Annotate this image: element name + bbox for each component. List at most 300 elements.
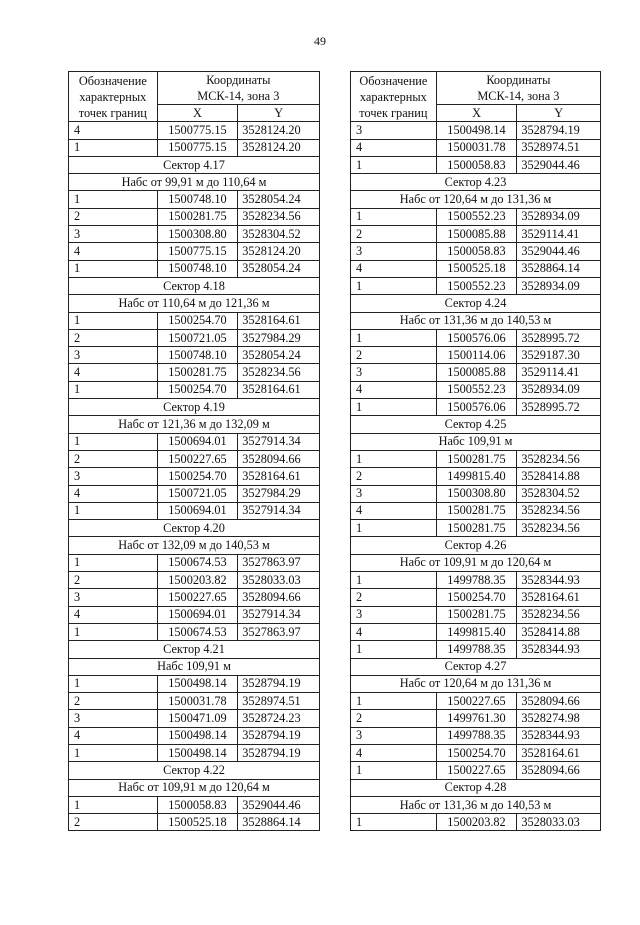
y-coordinate-cell: 3528164.61 — [238, 381, 320, 398]
point-number-cell: 1 — [351, 693, 437, 710]
table-row — [69, 226, 320, 243]
height-range: Набс 109,91 м — [351, 433, 601, 450]
table-row — [351, 364, 601, 381]
y-coordinate-cell: 3528344.93 — [517, 727, 601, 744]
table-row — [351, 606, 601, 623]
point-number-cell: 3 — [69, 226, 158, 243]
point-number-cell: 1 — [351, 329, 437, 346]
y-coordinate-cell: 3528033.03 — [517, 814, 601, 831]
sector-title: Сектор 4.21 — [69, 641, 320, 658]
x-coordinate-cell: 1500281.75 — [157, 364, 238, 381]
y-coordinate-cell: 3527914.34 — [238, 502, 320, 519]
point-number-cell: 3 — [69, 589, 158, 606]
x-coordinate-cell: 1500254.70 — [436, 589, 517, 606]
y-coordinate-cell: 3528974.51 — [517, 139, 601, 156]
y-coordinate-cell: 3529044.46 — [517, 156, 601, 173]
x-coordinate-cell: 1499788.35 — [436, 727, 517, 744]
sector-title: Сектор 4.23 — [351, 174, 601, 191]
point-number-cell: 1 — [69, 796, 158, 813]
sector-title-row — [351, 658, 601, 675]
height-range-row — [69, 295, 320, 312]
table-row — [351, 641, 601, 658]
x-coordinate-cell: 1500254.70 — [157, 468, 238, 485]
point-number-cell: 4 — [351, 139, 437, 156]
point-number-cell: 1 — [69, 139, 158, 156]
y-coordinate-cell: 3528934.09 — [517, 381, 601, 398]
y-coordinate-cell: 3527914.34 — [238, 433, 320, 450]
designation-line: характерных — [359, 89, 427, 104]
table-row — [351, 208, 601, 225]
y-coordinate-cell: 3529187.30 — [517, 347, 601, 364]
height-range: Набс от 132,09 м до 140,53 м — [69, 537, 320, 554]
height-range-row — [69, 537, 320, 554]
table-row — [351, 399, 601, 416]
x-coordinate-cell: 1500748.10 — [157, 347, 238, 364]
x-coordinate-cell: 1500114.06 — [436, 347, 517, 364]
point-number-cell: 4 — [351, 502, 437, 519]
y-coordinate-cell: 3528344.93 — [517, 572, 601, 589]
x-coordinate-cell: 1500775.15 — [157, 122, 238, 139]
point-number-cell: 1 — [351, 208, 437, 225]
table-row — [351, 572, 601, 589]
x-coordinate-cell: 1500525.18 — [157, 814, 238, 831]
x-coordinate-cell: 1500227.65 — [436, 693, 517, 710]
y-coordinate-cell: 3528094.66 — [238, 589, 320, 606]
coordinates-line: Координаты — [206, 73, 271, 87]
y-coordinate-cell: 3528234.56 — [238, 208, 320, 225]
y-coordinate-cell: 3527914.34 — [238, 606, 320, 623]
designation-line: точек границ — [78, 105, 147, 120]
designation-line: точек границ — [359, 105, 428, 120]
designation-line: Обозначение — [78, 73, 147, 88]
height-range-row — [351, 312, 601, 329]
x-coordinate-cell: 1500498.14 — [157, 675, 238, 692]
y-coordinate-cell: 3529044.46 — [238, 796, 320, 813]
table-row — [69, 814, 320, 831]
point-number-cell: 3 — [351, 485, 437, 502]
y-coordinate-cell: 3528344.93 — [517, 641, 601, 658]
point-number-cell: 1 — [69, 502, 158, 519]
height-range-row — [69, 779, 320, 796]
table-row — [351, 277, 601, 294]
sector-title: Сектор 4.28 — [351, 779, 601, 796]
table-row — [69, 589, 320, 606]
height-range-row — [69, 416, 320, 433]
x-coordinate-cell: 1500281.75 — [436, 450, 517, 467]
y-coordinate-cell: 3528094.66 — [238, 450, 320, 467]
x-coordinate-cell: 1500281.75 — [436, 606, 517, 623]
y-coordinate-cell: 3528234.56 — [517, 502, 601, 519]
table-row — [69, 693, 320, 710]
x-coordinate-cell: 1500203.82 — [436, 814, 517, 831]
y-coordinate-cell: 3528164.61 — [517, 589, 601, 606]
table-row — [69, 554, 320, 571]
point-number-cell: 4 — [69, 122, 158, 139]
sector-title: Сектор 4.24 — [351, 295, 601, 312]
height-range: Набс от 120,64 м до 131,36 м — [351, 675, 601, 692]
x-coordinate-cell: 1500576.06 — [436, 399, 517, 416]
y-header: Y — [238, 105, 320, 122]
table-row — [351, 156, 601, 173]
point-number-cell: 1 — [351, 762, 437, 779]
table-row — [69, 744, 320, 761]
point-number-cell: 1 — [69, 623, 158, 640]
x-coordinate-cell: 1500674.53 — [157, 554, 238, 571]
x-coordinate-cell: 1500775.15 — [157, 243, 238, 260]
x-coordinate-cell: 1500308.80 — [436, 485, 517, 502]
x-coordinate-cell: 1500227.65 — [436, 762, 517, 779]
coordinates-table-right — [350, 71, 601, 831]
coordinates-header — [157, 72, 319, 105]
y-coordinate-cell: 3528934.09 — [517, 208, 601, 225]
y-coordinate-cell: 3528234.56 — [238, 364, 320, 381]
coordinates-line: МСК-14, зона 3 — [477, 89, 560, 103]
table-row — [351, 226, 601, 243]
point-number-cell: 3 — [351, 364, 437, 381]
point-number-cell: 1 — [351, 156, 437, 173]
point-number-cell: 1 — [351, 814, 437, 831]
y-coordinate-cell: 3528794.19 — [238, 727, 320, 744]
point-number-cell: 1 — [69, 744, 158, 761]
sector-title-row — [69, 641, 320, 658]
point-number-cell: 4 — [351, 744, 437, 761]
y-coordinate-cell: 3528934.09 — [517, 277, 601, 294]
table-row — [351, 450, 601, 467]
x-coordinate-cell: 1500498.14 — [157, 744, 238, 761]
y-header: Y — [517, 105, 601, 122]
sector-title-row — [351, 537, 601, 554]
x-coordinate-cell: 1500281.75 — [436, 502, 517, 519]
x-coordinate-cell: 1500552.23 — [436, 208, 517, 225]
x-coordinate-cell: 1500775.15 — [157, 139, 238, 156]
table-row — [69, 381, 320, 398]
x-coordinate-cell: 1500576.06 — [436, 329, 517, 346]
table-row — [69, 260, 320, 277]
height-range: Набс от 99,91 м до 110,64 м — [69, 174, 320, 191]
x-coordinate-cell: 1500203.82 — [157, 572, 238, 589]
y-coordinate-cell: 3527863.97 — [238, 554, 320, 571]
height-range-row — [351, 675, 601, 692]
table-row — [69, 139, 320, 156]
point-number-cell: 1 — [351, 450, 437, 467]
x-coordinate-cell: 1500694.01 — [157, 502, 238, 519]
x-coordinate-cell: 1499788.35 — [436, 641, 517, 658]
table-row — [351, 727, 601, 744]
x-coordinate-cell: 1500254.70 — [157, 312, 238, 329]
coordinates-header — [436, 72, 600, 105]
x-coordinate-cell: 1500525.18 — [436, 260, 517, 277]
height-range-row — [69, 658, 320, 675]
y-coordinate-cell: 3528794.19 — [517, 122, 601, 139]
y-coordinate-cell: 3528794.19 — [238, 744, 320, 761]
table-row — [69, 450, 320, 467]
point-number-cell: 1 — [69, 260, 158, 277]
table-row — [351, 710, 601, 727]
point-number-cell: 3 — [351, 606, 437, 623]
point-number-cell: 2 — [69, 572, 158, 589]
point-number-cell: 4 — [351, 381, 437, 398]
x-coordinate-cell: 1500281.75 — [436, 520, 517, 537]
y-coordinate-cell: 3529114.41 — [517, 226, 601, 243]
table-row — [69, 675, 320, 692]
table-row — [69, 208, 320, 225]
table-row — [69, 312, 320, 329]
point-number-cell: 2 — [69, 693, 158, 710]
point-number-cell: 2 — [69, 814, 158, 831]
table-row — [351, 243, 601, 260]
height-range-row — [351, 554, 601, 571]
table-row — [351, 347, 601, 364]
x-coordinate-cell: 1500227.65 — [157, 450, 238, 467]
y-coordinate-cell: 3528304.52 — [517, 485, 601, 502]
y-coordinate-cell: 3528234.56 — [517, 450, 601, 467]
height-range: Набс от 131,36 м до 140,53 м — [351, 796, 601, 813]
table-row — [69, 191, 320, 208]
x-coordinate-cell: 1500227.65 — [157, 589, 238, 606]
table-row — [69, 329, 320, 346]
table-row — [351, 122, 601, 139]
sector-title: Сектор 4.20 — [69, 520, 320, 537]
point-number-cell: 1 — [69, 381, 158, 398]
point-number-cell: 1 — [69, 312, 158, 329]
y-coordinate-cell: 3528164.61 — [517, 744, 601, 761]
x-header: X — [436, 105, 517, 122]
y-coordinate-cell: 3528054.24 — [238, 347, 320, 364]
table-row — [351, 260, 601, 277]
table-row — [69, 433, 320, 450]
point-number-cell: 3 — [69, 347, 158, 364]
table-row — [351, 468, 601, 485]
height-range-row — [351, 433, 601, 450]
table-body-right — [351, 72, 601, 831]
y-coordinate-cell: 3529044.46 — [517, 243, 601, 260]
sector-title: Сектор 4.17 — [69, 156, 320, 173]
point-number-cell: 3 — [351, 122, 437, 139]
x-coordinate-cell: 1500254.70 — [157, 381, 238, 398]
coordinates-table-left — [68, 71, 320, 831]
x-coordinate-cell: 1500748.10 — [157, 191, 238, 208]
point-number-cell: 2 — [351, 468, 437, 485]
height-range-row — [351, 796, 601, 813]
point-number-cell: 4 — [69, 364, 158, 381]
x-header: X — [157, 105, 238, 122]
y-coordinate-cell: 3528054.24 — [238, 260, 320, 277]
table-row — [351, 814, 601, 831]
table-row — [351, 762, 601, 779]
x-coordinate-cell: 1500498.14 — [436, 122, 517, 139]
y-coordinate-cell: 3528724.23 — [238, 710, 320, 727]
point-number-cell: 2 — [351, 226, 437, 243]
y-coordinate-cell: 3528995.72 — [517, 399, 601, 416]
x-coordinate-cell: 1500058.83 — [157, 796, 238, 813]
coordinates-line: МСК-14, зона 3 — [197, 89, 280, 103]
x-coordinate-cell: 1500674.53 — [157, 623, 238, 640]
sector-title-row — [69, 156, 320, 173]
y-coordinate-cell: 3529114.41 — [517, 364, 601, 381]
x-coordinate-cell: 1500552.23 — [436, 277, 517, 294]
sector-title: Сектор 4.19 — [69, 399, 320, 416]
x-coordinate-cell: 1500694.01 — [157, 606, 238, 623]
table-row — [69, 606, 320, 623]
point-number-cell: 2 — [351, 347, 437, 364]
y-coordinate-cell: 3527984.29 — [238, 485, 320, 502]
x-coordinate-cell: 1500471.09 — [157, 710, 238, 727]
table-row — [69, 796, 320, 813]
point-number-cell: 1 — [69, 433, 158, 450]
sector-title-row — [351, 779, 601, 796]
point-number-cell: 1 — [69, 554, 158, 571]
point-number-cell: 3 — [69, 468, 158, 485]
table-row — [351, 520, 601, 537]
x-coordinate-cell: 1500254.70 — [436, 744, 517, 761]
x-coordinate-cell: 1499815.40 — [436, 468, 517, 485]
y-coordinate-cell: 3528974.51 — [238, 693, 320, 710]
y-coordinate-cell: 3528033.03 — [238, 572, 320, 589]
table-row — [69, 364, 320, 381]
table-row — [351, 485, 601, 502]
point-number-cell: 1 — [351, 399, 437, 416]
y-coordinate-cell: 3528124.20 — [238, 139, 320, 156]
height-range: Набс 109,91 м — [69, 658, 320, 675]
sector-title: Сектор 4.18 — [69, 277, 320, 294]
height-range: Набс от 121,36 м до 132,09 м — [69, 416, 320, 433]
table-row — [69, 347, 320, 364]
x-coordinate-cell: 1499761.30 — [436, 710, 517, 727]
table-row — [69, 243, 320, 260]
y-coordinate-cell: 3528414.88 — [517, 468, 601, 485]
x-coordinate-cell: 1500694.01 — [157, 433, 238, 450]
point-number-cell: 4 — [69, 243, 158, 260]
sector-title: Сектор 4.25 — [351, 416, 601, 433]
sector-title-row — [351, 174, 601, 191]
point-number-cell: 1 — [351, 641, 437, 658]
x-coordinate-cell: 1500085.88 — [436, 226, 517, 243]
designation-line: характерных — [79, 89, 147, 104]
y-coordinate-cell: 3528995.72 — [517, 329, 601, 346]
height-range: Набс от 110,64 м до 121,36 м — [69, 295, 320, 312]
point-number-cell: 4 — [351, 623, 437, 640]
sector-title-row — [69, 520, 320, 537]
point-number-cell: 2 — [69, 450, 158, 467]
y-coordinate-cell: 3528124.20 — [238, 122, 320, 139]
y-coordinate-cell: 3528304.52 — [238, 226, 320, 243]
table-row — [351, 623, 601, 640]
y-coordinate-cell: 3528794.19 — [238, 675, 320, 692]
point-number-cell: 1 — [69, 191, 158, 208]
table-row — [351, 744, 601, 761]
designation-header — [351, 72, 437, 122]
height-range: Набс от 109,91 м до 120,64 м — [69, 779, 320, 796]
sector-title: Сектор 4.26 — [351, 537, 601, 554]
point-number-cell: 2 — [69, 208, 158, 225]
y-coordinate-cell: 3528054.24 — [238, 191, 320, 208]
point-number-cell: 1 — [351, 572, 437, 589]
y-coordinate-cell: 3528164.61 — [238, 468, 320, 485]
y-coordinate-cell: 3527984.29 — [238, 329, 320, 346]
table-row — [351, 381, 601, 398]
point-number-cell: 3 — [351, 727, 437, 744]
coordinates-line: Координаты — [486, 73, 551, 87]
table-row — [351, 139, 601, 156]
height-range: Набс от 120,64 м до 131,36 м — [351, 191, 601, 208]
y-coordinate-cell: 3528414.88 — [517, 623, 601, 640]
sector-title-row — [69, 762, 320, 779]
x-coordinate-cell: 1500031.78 — [157, 693, 238, 710]
x-coordinate-cell: 1500281.75 — [157, 208, 238, 225]
point-number-cell: 3 — [351, 243, 437, 260]
y-coordinate-cell: 3528094.66 — [517, 693, 601, 710]
x-coordinate-cell: 1500721.05 — [157, 485, 238, 502]
table-row — [351, 693, 601, 710]
y-coordinate-cell: 3527863.97 — [238, 623, 320, 640]
x-coordinate-cell: 1499788.35 — [436, 572, 517, 589]
height-range: Набс от 109,91 м до 120,64 м — [351, 554, 601, 571]
sector-title-row — [351, 416, 601, 433]
point-number-cell: 3 — [69, 710, 158, 727]
x-coordinate-cell: 1500058.83 — [436, 243, 517, 260]
sector-title-row — [351, 295, 601, 312]
sector-title: Сектор 4.27 — [351, 658, 601, 675]
point-number-cell: 2 — [351, 710, 437, 727]
x-coordinate-cell: 1500058.83 — [436, 156, 517, 173]
point-number-cell: 2 — [351, 589, 437, 606]
point-number-cell: 4 — [69, 485, 158, 502]
x-coordinate-cell: 1500748.10 — [157, 260, 238, 277]
point-number-cell: 4 — [69, 727, 158, 744]
designation-header — [69, 72, 158, 122]
y-coordinate-cell: 3528094.66 — [517, 762, 601, 779]
point-number-cell: 4 — [69, 606, 158, 623]
height-range-row — [69, 174, 320, 191]
x-coordinate-cell: 1499815.40 — [436, 623, 517, 640]
y-coordinate-cell: 3528124.20 — [238, 243, 320, 260]
x-coordinate-cell: 1500085.88 — [436, 364, 517, 381]
y-coordinate-cell: 3528234.56 — [517, 606, 601, 623]
table-row — [351, 589, 601, 606]
page-number: 49 — [314, 34, 326, 48]
table-body-left — [69, 72, 320, 831]
height-range-row — [351, 191, 601, 208]
y-coordinate-cell: 3528164.61 — [238, 312, 320, 329]
point-number-cell: 1 — [351, 277, 437, 294]
point-number-cell: 4 — [351, 260, 437, 277]
table-row — [69, 572, 320, 589]
x-coordinate-cell: 1500308.80 — [157, 226, 238, 243]
y-coordinate-cell: 3528234.56 — [517, 520, 601, 537]
height-range: Набс от 131,36 м до 140,53 м — [351, 312, 601, 329]
table-row — [351, 329, 601, 346]
table-row — [69, 710, 320, 727]
y-coordinate-cell: 3528864.14 — [517, 260, 601, 277]
x-coordinate-cell: 1500498.14 — [157, 727, 238, 744]
x-coordinate-cell: 1500031.78 — [436, 139, 517, 156]
x-coordinate-cell: 1500721.05 — [157, 329, 238, 346]
y-coordinate-cell: 3528864.14 — [238, 814, 320, 831]
table-row — [69, 485, 320, 502]
table-row — [351, 502, 601, 519]
x-coordinate-cell: 1500552.23 — [436, 381, 517, 398]
sector-title: Сектор 4.22 — [69, 762, 320, 779]
table-row — [69, 623, 320, 640]
sector-title-row — [69, 399, 320, 416]
sector-title-row — [69, 277, 320, 294]
y-coordinate-cell: 3528274.98 — [517, 710, 601, 727]
point-number-cell: 1 — [351, 520, 437, 537]
table-row — [69, 468, 320, 485]
designation-line: Обозначение — [359, 73, 428, 88]
table-row — [69, 502, 320, 519]
point-number-cell: 1 — [69, 675, 158, 692]
